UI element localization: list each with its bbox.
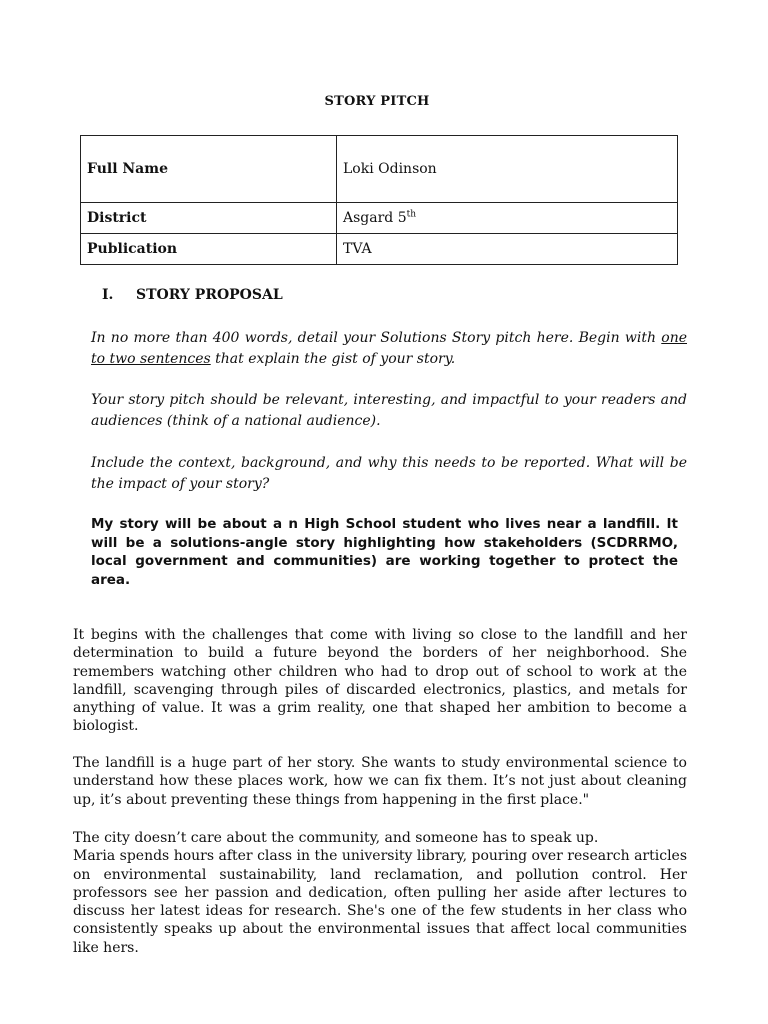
body-paragraph-2: The landfill is a huge part of her story. She wants to study environmental science to understand how these places work, how we can fix them. It’s not just about cleaning up, it’s about preventing these things from happening in the first place."	[73, 755, 687, 808]
section-heading	[102, 287, 283, 303]
story-summary: My story will be about a n High School student who lives near a landfill. It will be a solutions-angle story highlighting how stakeholders (SCDRRMO, local government and communities) are working together to protect the area.	[91, 516, 678, 588]
table-row-full-name	[81, 136, 678, 203]
info-table	[80, 135, 678, 265]
body-paragraph-3-first-line: The city doesn’t care about the community, and someone has to speak up.	[73, 830, 599, 846]
district-label: District	[81, 203, 337, 234]
instruction-paragraph-1	[91, 328, 687, 369]
instruction-paragraph-3: Include the context, background, and why this needs to be reported. What will be the impact of your story?	[91, 455, 687, 492]
instruction-paragraph-2: Your story pitch should be relevant, interesting, and impactful to your readers and audiences (think of a national audience).	[91, 392, 687, 429]
section-number: I.	[102, 287, 114, 303]
instruction-1-text-start: In no more than 400 words, detail your Solutions Story pitch here. Begin with	[91, 330, 662, 346]
publication-value: TVA	[337, 234, 678, 265]
table-row-district	[81, 203, 678, 234]
body-paragraph-3-rest: Maria spends hours after class in the university library, pouring over research articles on environmental sustainability, land reclamation, and pollution control. Her professors see her passion and dedication, often pulling her aside after lectures to discuss her latest ideas for research. She's one of the few students in her class who consistently speaks up about the environmental issues that affect local communities like hers.	[73, 848, 688, 956]
publication-label: Publication	[81, 234, 337, 265]
instruction-1-text-end: that explain the gist of your story.	[210, 350, 456, 367]
full-name-value: Loki Odinson	[337, 136, 678, 203]
document-title: STORY PITCH	[324, 94, 430, 109]
body-paragraph-1: It begins with the challenges that come with living so close to the landfill and her determination to build a future beyond the borders of her neighborhood. She remembers watching other children who had to drop out of school to work at the landfill, scavenging through piles of discarded electronics, plastics, and metals for anything of value. It was a grim reality, one that shaped her ambition to become a biologist.	[73, 627, 687, 735]
full-name-label: Full Name	[81, 136, 337, 203]
section-title: STORY PROPOSAL	[136, 287, 283, 303]
district-value-superscript: th	[406, 209, 417, 220]
body-paragraph-3	[73, 829, 687, 957]
instruction-1-underlined: one to two sentences	[91, 330, 687, 367]
table-row-publication	[81, 234, 678, 265]
district-value: Asgard 5	[343, 210, 407, 226]
district-cell	[337, 203, 678, 234]
